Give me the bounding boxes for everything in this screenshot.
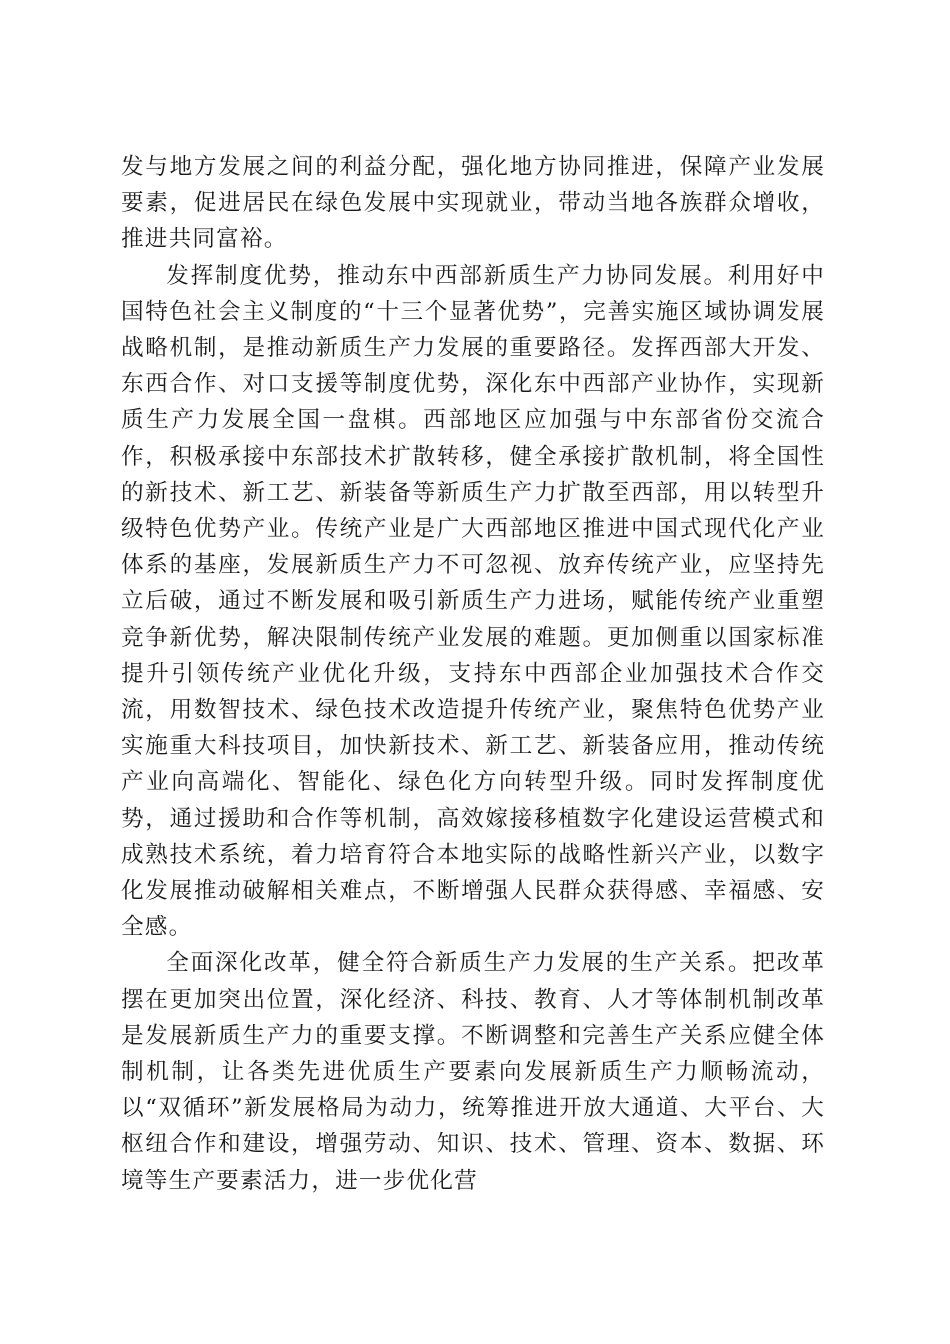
document-body — [121, 149, 825, 1199]
paragraph-continuation: 发与地方发展之间的利益分配，强化地方协同推进，保障产业发展要素，促进居民在绿色发展中实现就业，带动当地各族群众增收，推进共同富裕。 — [121, 154, 825, 253]
paragraph-deepen-reform: 全面深化改革，健全符合新质生产力发展的生产关系。把改革摆在更加突出位置，深化经济、科技、教育、人才等体制机制改革是发展新质生产力的重要支撑。不断调整和完善生产关系应健全体制机制，让各类先进优质生产要素向发展新质生产力顺畅流动，以“双循环”新发展格局为动力，统筹推进开放大通道、大平台、大枢纽合作和建设，增强劳动、知识、技术、管理、资本、数据、环境等生产要素活力，进一步优化营 — [121, 950, 825, 1194]
paragraph-institutional-advantage: 发挥制度优势，推动东中西部新质生产力协同发展。利用好中国特色社会主义制度的“十三个显著优势”，完善实施区域协调发展战略机制，是推动新质生产力发展的重要路径。发挥西部大开发、东西合作、对口支援等制度优势，深化东中西部产业协作，实现新质生产力发展全国一盘棋。西部地区应加强与中东部省份交流合作，积极承接中东部技术扩散转移，健全承接扩散机制，将全国性的新技术、新工艺、新装备等新质生产力扩散至西部，用以转型升级特色优势产业。传统产业是广大西部地区推进中国式现代化产业体系的基座，发展新质生产力不可忽视、放弃传统产业，应坚持先立后破，通过不断发展和吸引新质生产力进场，赋能传统产业重塑竞争新优势，解决限制传统产业发展的难题。更加侧重以国家标准提升引领传统产业优化升级，支持东中西部企业加强技术合作交流，用数智技术、绿色技术改造提升传统产业，聚焦特色优势产业实施重大科技项目，加快新技术、新工艺、新装备应用，推动传统产业向高端化、智能化、绿色化方向转型升级。同时发挥制度优势，通过援助和合作等机制，高效嫁接移植数字化建设运营模式和成熟技术系统，着力培育符合本地实际的战略性新兴产业，以数字化发展推动破解相关难点，不断增强人民群众获得感、幸福感、安全感。 — [121, 262, 825, 941]
